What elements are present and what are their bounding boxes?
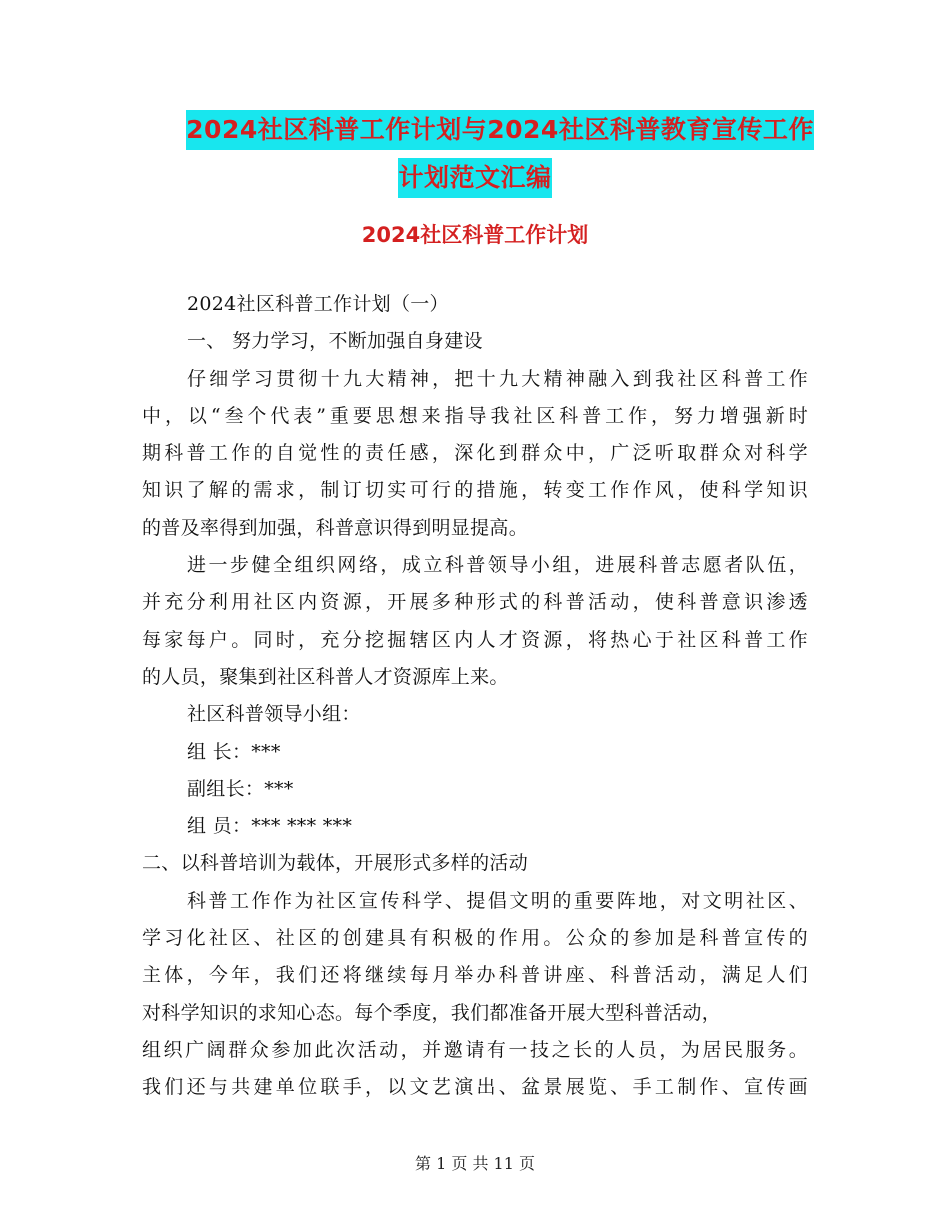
body-line: 进一步健全组织网络，成立科普领导小组，进展科普志愿者队伍，	[187, 554, 808, 577]
section-title: 2024社区科普工作计划	[361, 223, 589, 247]
body-line: 对科学知识的求知心态。每个季度，我们都准备开展大型科普活动，	[142, 1001, 722, 1024]
body-line: 一、 努力学习，不断加强自身建设	[187, 330, 483, 353]
body-line: 副组长：***	[187, 777, 294, 800]
body-line: 学习化社区、社区的创建具有积极的作用。公众的参加是科普宣传的	[142, 927, 808, 950]
body-line: 中，以“叁个代表”重要思想来指导我社区科普工作，努力增强新时	[142, 404, 808, 427]
body-line: 组 员：*** *** ***	[187, 815, 353, 838]
body-line: 知识了解的需求，制订切实可行的措施，转变工作作风，使科学知识	[142, 479, 808, 502]
body-line: 的人员，聚集到社区科普人才资源库上来。	[142, 665, 509, 688]
body-line: 期科普工作的自觉性的责任感，深化到群众中，广泛听取群众对科学	[142, 442, 808, 465]
document-body	[142, 286, 808, 1107]
body-line: 主体，今年，我们还将继续每月举办科普讲座、科普活动，满足人们	[142, 964, 808, 987]
title-line-1: 2024社区科普工作计划与2024社区科普教育宣传工作	[186, 110, 814, 150]
body-line: 二、以科普培训为载体，开展形式多样的活动	[142, 852, 529, 875]
title-line-2: 计划范文汇编	[398, 158, 551, 198]
body-line: 组织广阔群众参加此次活动，并邀请有一技之长的人员，为居民服务。	[142, 1038, 808, 1061]
body-line: 科普工作作为社区宣传科学、提倡文明的重要阵地，对文明社区、	[187, 889, 808, 912]
body-line: 我们还与共建单位联手，以文艺演出、盆景展览、手工制作、宣传画	[142, 1076, 808, 1099]
document-title	[0, 110, 950, 198]
body-line: 2024社区科普工作计划（一）	[187, 293, 449, 315]
body-line: 组 长：***	[187, 740, 281, 763]
body-line: 仔细学习贯彻十九大精神，把十九大精神融入到我社区科普工作	[187, 367, 808, 390]
body-line: 社区科普领导小组：	[187, 703, 361, 726]
body-line: 并充分利用社区内资源，开展多种形式的科普活动，使科普意识渗透	[142, 591, 808, 614]
body-line: 每家每户。同时，充分挖掘辖区内人才资源，将热心于社区科普工作	[142, 628, 808, 651]
body-line: 的普及率得到加强，科普意识得到明显提高。	[142, 516, 529, 539]
page-footer: 第 1 页 共 11 页	[415, 1154, 535, 1173]
